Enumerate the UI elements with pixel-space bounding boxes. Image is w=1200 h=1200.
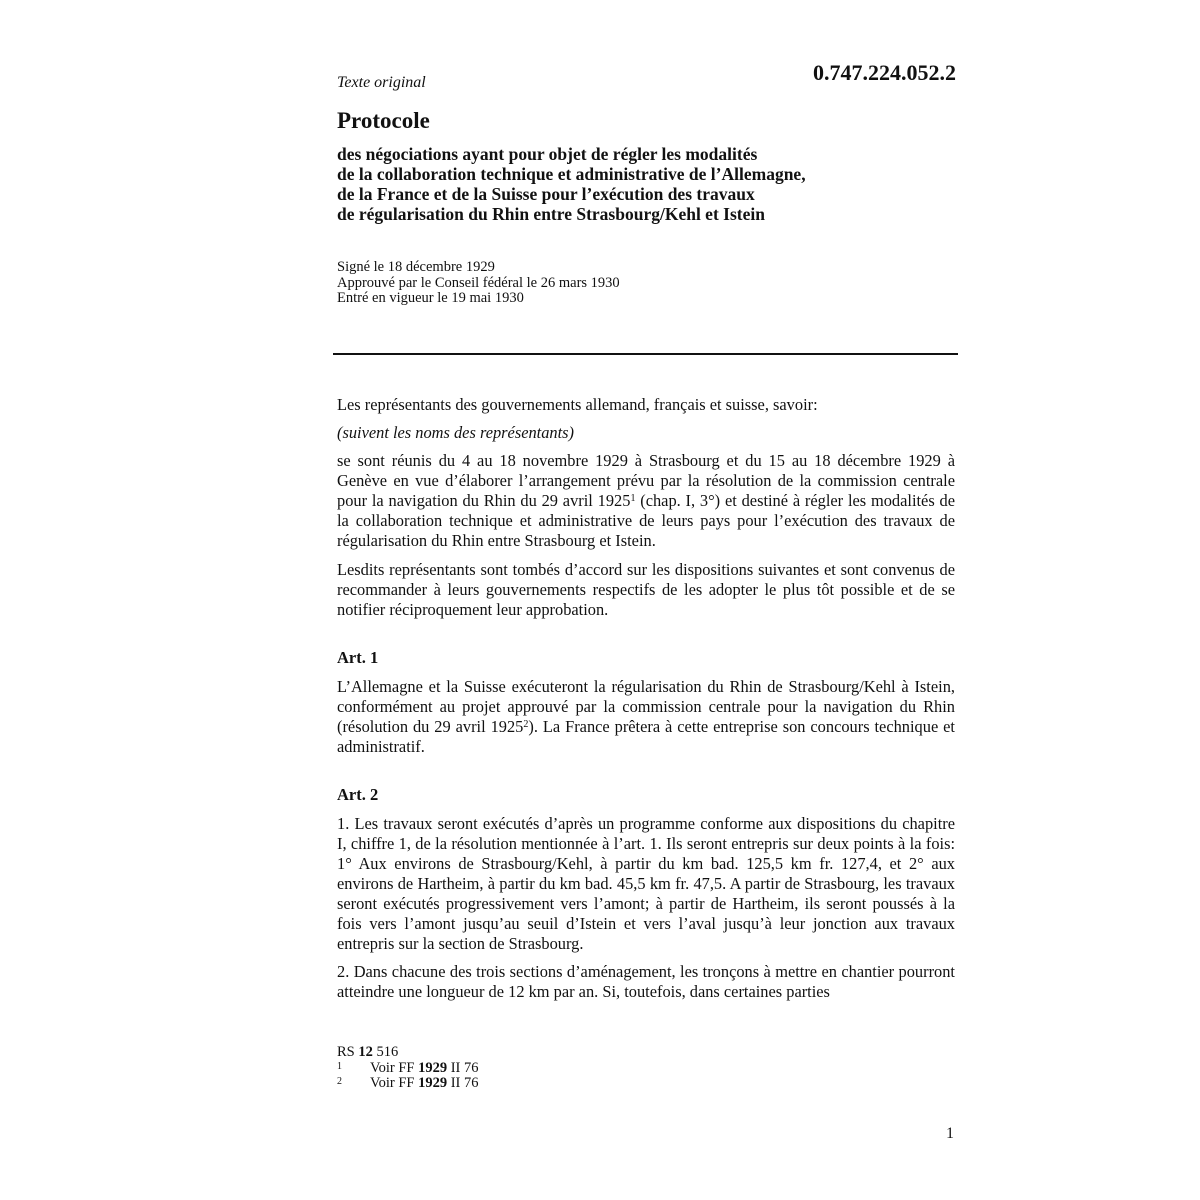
para-text: L’Allemagne et la Suisse exécuteront la régularisation du Rhin de Strasbourg/Kehl à Istein, conformément au projet approuvé par la commission centrale pour la navigation du Rhin (résolution du 29 avril 1925 xyxy=(337,677,955,736)
footnote-text: Voir FF 1929 II 76 xyxy=(370,1059,479,1076)
subtitle-line: de la collaboration technique et administrative de l’Allemagne, xyxy=(337,164,806,184)
preamble-note: (suivent les noms des représentants) xyxy=(337,423,575,442)
article-1-text xyxy=(337,677,955,757)
rs-reference: RS 12 516 xyxy=(337,1044,399,1060)
footnotes xyxy=(337,1045,479,1092)
original-text-label: Texte original xyxy=(337,74,426,91)
article-2-heading: Art. 2 xyxy=(337,785,379,804)
in-force-date: Entré en vigueur le 19 mai 1930 xyxy=(337,290,524,306)
subtitle-line: des négociations ayant pour objet de régler les modalités xyxy=(337,144,758,164)
para-text: (chap. I, 3°) et destiné à régler les modalités de la collaboration technique et administrative de leurs pays pour l’exécution des travaux de régularisation du Rhin entre Strasbourg et Istein. xyxy=(337,491,955,550)
footnote-number: 2 xyxy=(337,1076,342,1087)
footnote-text: Voir FF 1929 II 76 xyxy=(370,1075,479,1091)
article-2-paragraph-2: 2. Dans chacune des trois sections d’aménagement, les tronçons à mettre en chantier pourront atteindre une longueur de 12 km par an. Si, toutefois, dans certaines parties xyxy=(337,962,955,1001)
footnote-number: 1 xyxy=(337,1060,342,1072)
para-text: se sont réunis du 4 au 18 novembre 1929 à Strasbourg et du 15 au 18 décembre 1929 à Genève en vue d’élaborer l’arrangement prévu par la résolution de la commission centrale pour la navigation du Rhin du 29 avril 1925 xyxy=(337,451,955,510)
article-2-paragraph-1: 1. Les travaux seront exécutés d’après un programme conforme aux dispositions du chapitre I, chiffre 1, de la résolution mentionnée à l’art. 1. Ils seront entrepris sur deux points à la fois: 1° Aux environs de Strasbourg/Kehl, à partir du km bad. 125,5 km fr. 127,4, et 2° aux environs de Hartheim, à partir du km bad. 45,5 km fr. 47,5. A partir de Strasbourg, les travaux seront exécutés progressivement vers l’amont; à partir de Hartheim, ils seront poussés à la fois vers l’amont jusqu’au seuil d’Istein et vers l’aval jusqu’à leur jonction aux travaux entrepris sur la section de Strasbourg. xyxy=(337,814,955,953)
approved-date: Approuvé par le Conseil fédéral le 26 mars 1930 xyxy=(337,274,620,291)
signed-date: Signé le 18 décembre 1929 xyxy=(337,259,495,275)
preamble-paragraph-1 xyxy=(337,451,955,551)
article-1-heading: Art. 1 xyxy=(337,648,379,667)
subtitle-line: de la France et de la Suisse pour l’exécution des travaux xyxy=(337,184,755,204)
para-text: ). La France prêtera à cette entreprise son concours technique et administratif. xyxy=(337,717,955,756)
preamble-paragraph-2: Lesdits représentants sont tombés d’accord sur les dispositions suivantes et sont convenus de recommander à leurs gouvernements respectifs de les adopter le plus tôt possible et de se notifier réciproquement leur approbation. xyxy=(337,560,955,619)
subtitle xyxy=(337,144,957,224)
document-number: 0.747.224.052.2 xyxy=(813,60,956,85)
footnote-1 xyxy=(337,1061,479,1077)
subtitle-line: de régularisation du Rhin entre Strasbourg/Kehl et Istein xyxy=(337,204,765,224)
preamble-intro: Les représentants des gouvernements allemand, français et suisse, savoir: xyxy=(337,395,818,414)
dates-block xyxy=(337,260,620,307)
horizontal-rule xyxy=(333,353,958,355)
page-title: Protocole xyxy=(337,108,430,133)
footnote-ref-1[interactable]: 1 xyxy=(630,493,636,504)
footnote-ref-2[interactable]: 2 xyxy=(523,719,529,730)
page-number: 1 xyxy=(946,1125,954,1142)
footnote-2 xyxy=(337,1076,479,1092)
